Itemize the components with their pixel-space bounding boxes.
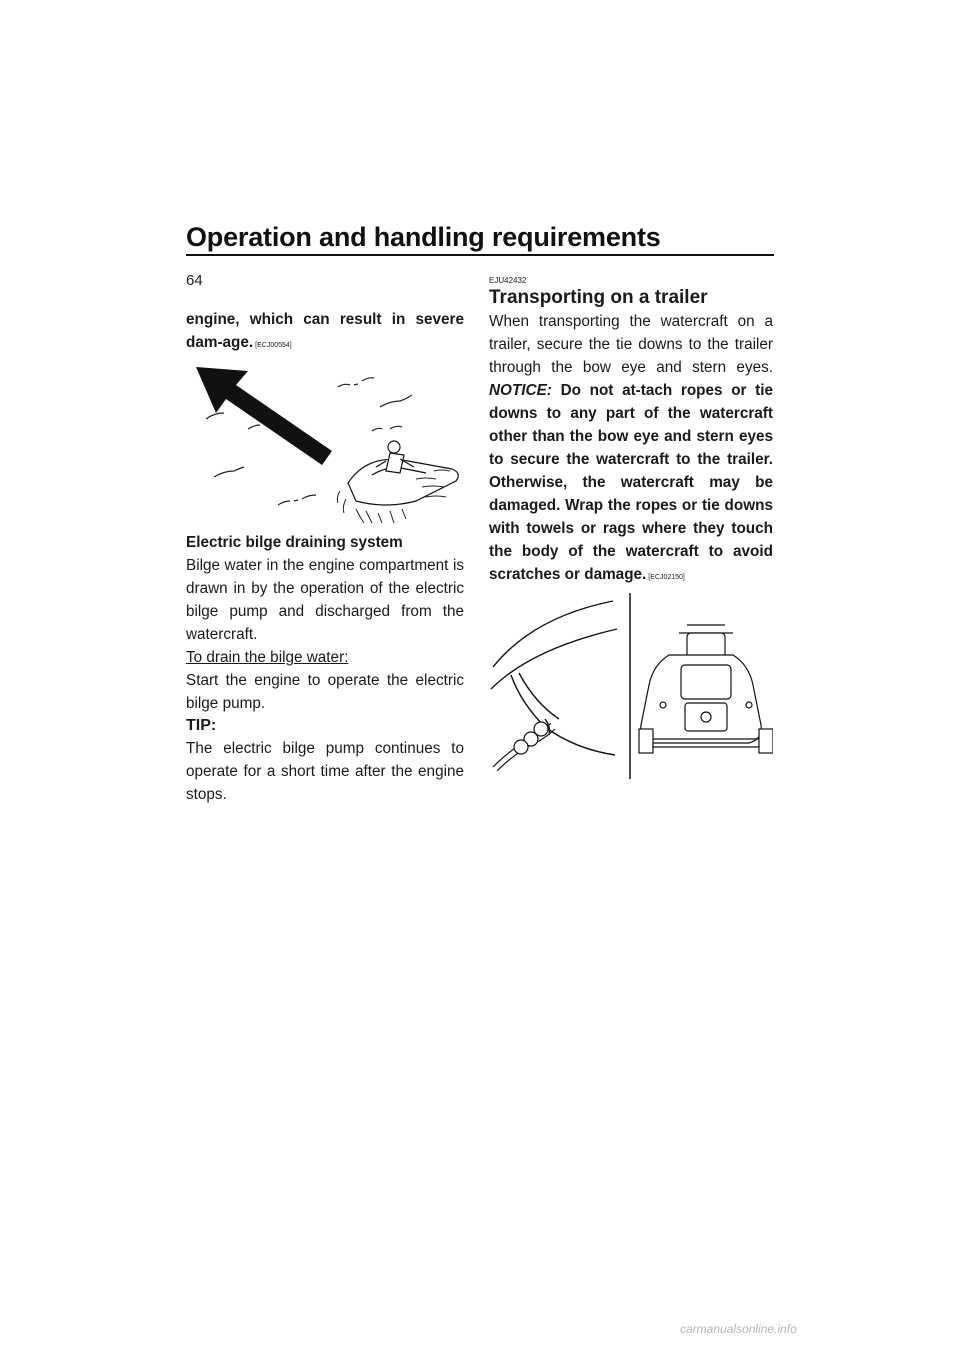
section-code: EJU42432 bbox=[489, 276, 527, 285]
rope-icon bbox=[493, 722, 555, 771]
procedure-text: Start the engine to operate the electric bilge pump. bbox=[186, 672, 464, 712]
procedure-heading bbox=[186, 646, 464, 669]
trailer-instructions bbox=[489, 310, 773, 589]
tip-label: TIP: bbox=[186, 717, 217, 734]
section-title: Transporting on a trailer bbox=[489, 287, 708, 308]
warning-tail-text: engine, which can result in severe dam-age. bbox=[186, 311, 464, 351]
left-column bbox=[186, 308, 464, 806]
page-number: 64 bbox=[186, 272, 203, 289]
bilge-description: Bilge water in the engine compartment is drawn in by the operation of the electric bilge pump and discharged from the watercraft. bbox=[186, 557, 464, 643]
trailer-intro: When transporting the watercraft on a trailer, secure the tie downs to the trailer through the bow eye and stern eyes. bbox=[489, 313, 773, 376]
warning-code: [ECJ00554] bbox=[255, 342, 292, 349]
arrow-icon bbox=[196, 367, 332, 465]
watercraft-turning-illustration bbox=[186, 359, 464, 525]
header-rule bbox=[186, 254, 774, 256]
notice-text: Do not at-tach ropes or tie downs to any part of the watercraft other than the bow eye and stern eyes to secure the watercraft to the trailer. Otherwise, the watercraft may be damaged. Wrap the ropes or tie downs with towels or rags where they touch the body of the watercraft to avoid scratches or damage. bbox=[489, 382, 774, 583]
notice-label: NOTICE: bbox=[489, 382, 552, 399]
procedure-heading-text: To drain the bilge water: bbox=[186, 649, 349, 666]
right-column bbox=[489, 276, 773, 779]
bow-eye-stern-illustration bbox=[489, 593, 773, 779]
watermark: carmanualsonline.info bbox=[680, 1322, 797, 1336]
tip-text: The electric bilge pump continues to operate for a short time after the engine stops. bbox=[186, 740, 464, 803]
warning-tail bbox=[186, 308, 464, 357]
subhead-bilge-system: Electric bilge draining system bbox=[186, 534, 403, 551]
notice-code: [ECJ02150] bbox=[648, 574, 685, 581]
page-title: Operation and handling requirements bbox=[186, 222, 661, 252]
